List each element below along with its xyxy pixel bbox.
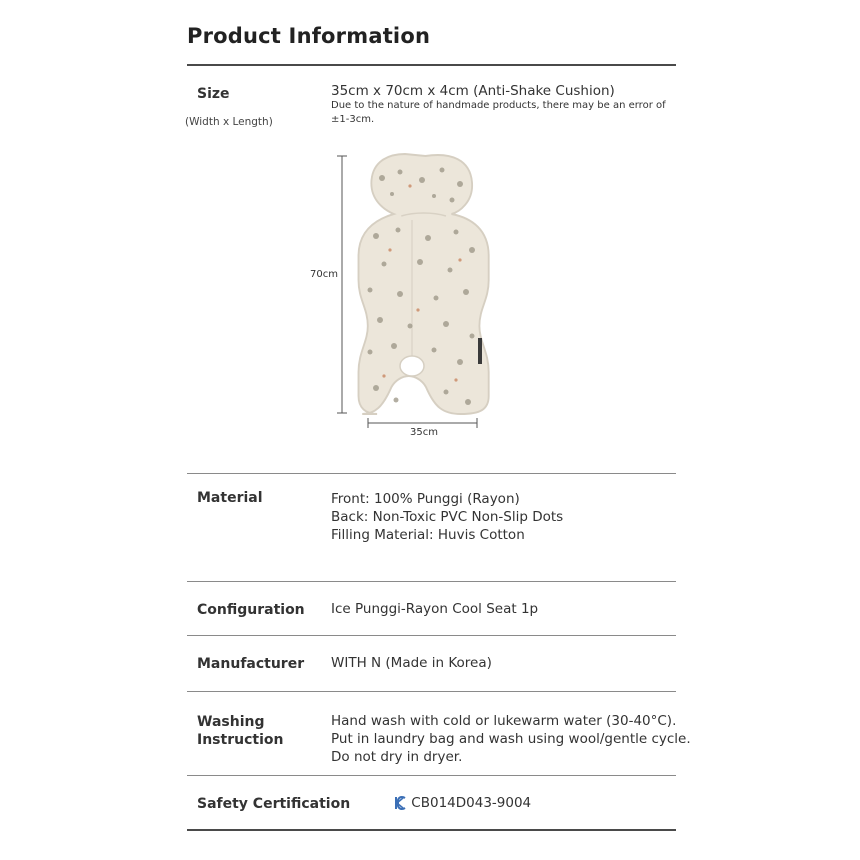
page-title: Product Information [187, 24, 431, 48]
material-line: Back: Non-Toxic PVC Non-Slip Dots [331, 509, 564, 525]
divider [187, 581, 676, 582]
washing-label-line: Washing [197, 714, 265, 730]
width-label: 35cm [410, 427, 438, 438]
divider [187, 635, 676, 636]
material-line: Front: 100% Punggi (Rayon) [331, 491, 520, 507]
divider [187, 691, 676, 692]
manufacturer-label: Manufacturer [197, 656, 305, 672]
size-sublabel: (Width x Length) [185, 116, 273, 128]
configuration-value: Ice Punggi-Rayon Cool Seat 1p [331, 601, 539, 617]
divider [187, 829, 676, 831]
kc-mark-icon [393, 795, 407, 811]
cushion-image [359, 154, 489, 414]
washing-values [331, 712, 691, 766]
safety-value: CB014D043-9004 [411, 795, 532, 811]
washing-line: Hand wash with cold or lukewarm water (30-40°C). [331, 713, 677, 729]
safety-value-group [393, 794, 531, 812]
washing-line: Do not dry in dryer. [331, 749, 463, 765]
configuration-label: Configuration [197, 602, 305, 618]
size-value: 35cm x 70cm x 4cm (Anti-Shake Cushion) [331, 83, 615, 99]
washing-label [197, 713, 283, 749]
washing-label-line: Instruction [197, 732, 284, 748]
material-label: Material [197, 490, 263, 506]
size-note: Due to the nature of handmade products, there may be an error of ±1-3cm. [331, 100, 666, 125]
divider [187, 775, 676, 776]
material-line: Filling Material: Huvis Cotton [331, 527, 525, 543]
divider [187, 473, 676, 474]
washing-line: Put in laundry bag and wash using wool/gentle cycle. [331, 731, 691, 747]
safety-label: Safety Certification [197, 796, 351, 812]
height-dimension-line [337, 156, 347, 413]
material-values [331, 490, 563, 544]
cushion-diagram [300, 140, 520, 440]
manufacturer-value: WITH N (Made in Korea) [331, 655, 492, 671]
height-label: 70cm [310, 269, 338, 280]
divider [187, 64, 676, 66]
size-label: Size [197, 86, 230, 102]
